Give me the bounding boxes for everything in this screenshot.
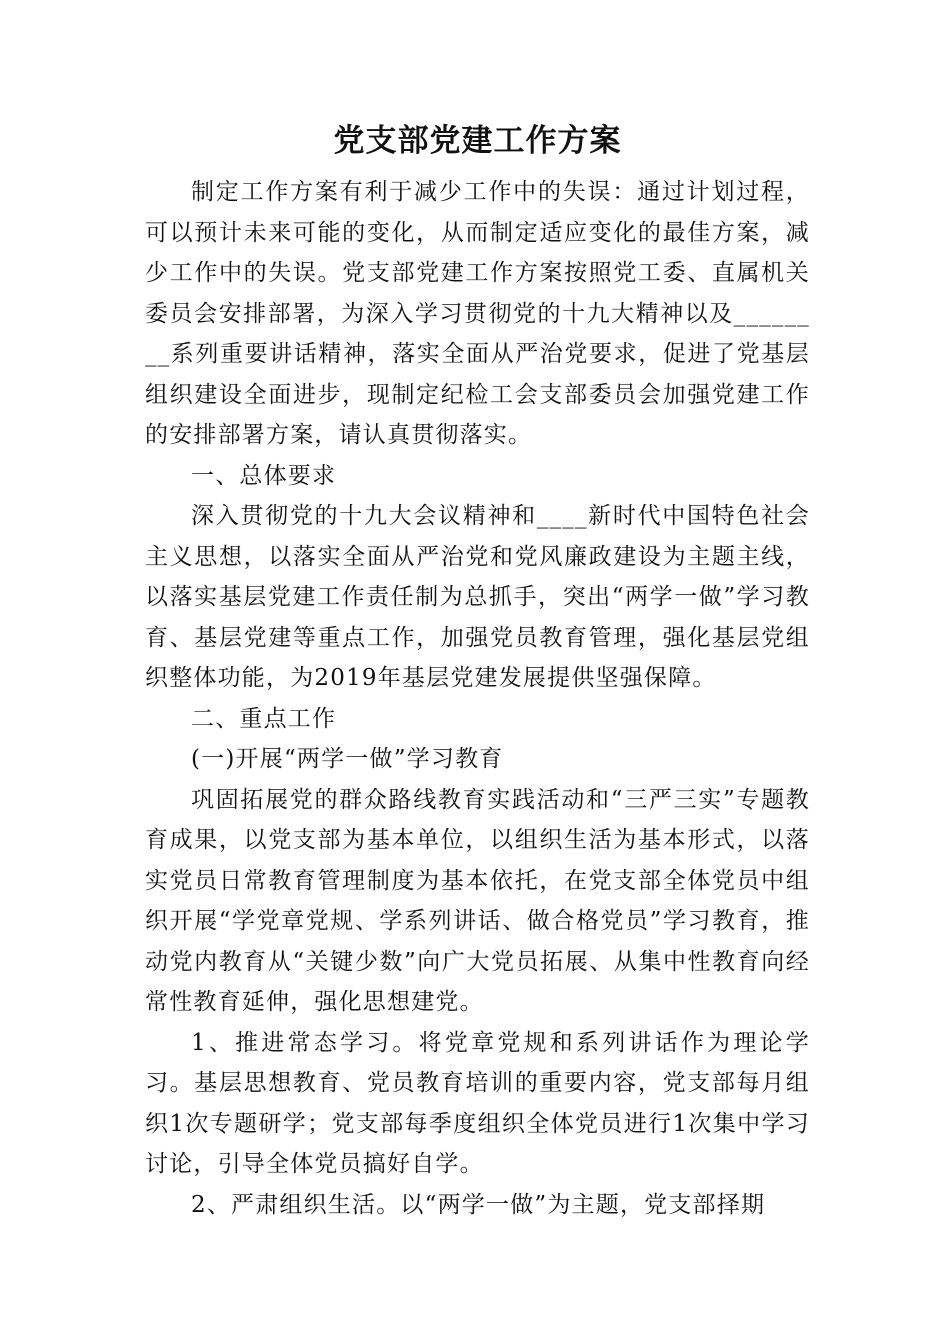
item-organization-life: 2、严肃组织生活。以“两学一做”为主题，党支部择期: [191, 1191, 766, 1218]
section-heading-key-work: 二、重点工作: [191, 705, 337, 732]
item-regular-study: 1、推进常态学习。将党章党规和系列讲话作为理论学习。基层思想教育、党员教育培训的重要内容，党支部每月组织1次专题研学；党支部每季度组织全体党员进行1次集中学习讨论，引导全体党员搞好自学。: [145, 1029, 810, 1177]
section-heading-general-requirements: 一、总体要求: [191, 462, 337, 489]
intro-paragraph: 制定工作方案有利于减少工作中的失误：通过计划过程，可以预计未来可能的变化，从而制定适应变化的最佳方案，减少工作中的失误。党支部党建工作方案按照党工委、直属机关委员会安排部署，为深入学习贯彻党的十九大精神以及________系列重要讲话精神，落实全面从严治党要求，促进了党基层组织建设全面进步，现制定纪检工会支部委员会加强党建工作的安排部署方案，请认真贯彻落实。: [145, 179, 810, 448]
subsection-heading-study-education: (一)开展“两学一做”学习教育: [191, 746, 504, 772]
document-page: [145, 112, 810, 1225]
section-general-requirements-body: 深入贯彻党的十九大会议精神和____新时代中国特色社会主义思想，以落实全面从严治党和党风廉政建设为主题主线，以落实基层党建工作责任制为总抓手，突出“两学一做”学习教育、基层党建等重点工作，加强党员教育管理，强化基层党组织整体功能，为2019年基层党建发展提供坚强保障。: [145, 503, 810, 691]
subsection-study-education-body: 巩固拓展党的群众路线教育实践活动和“三严三实”专题教育成果，以党支部为基本单位，以组织生活为基本形式，以落实党员日常教育管理制度为基本依托，在党支部全体党员中组织开展“学党章党规、学系列讲话、做合格党员”学习教育，推动党内教育从“关键少数”向广大党员拓展、从集中性教育向经常性教育延伸，强化思想建党。: [145, 786, 810, 1015]
document-title: 党支部党建工作方案: [333, 123, 622, 159]
